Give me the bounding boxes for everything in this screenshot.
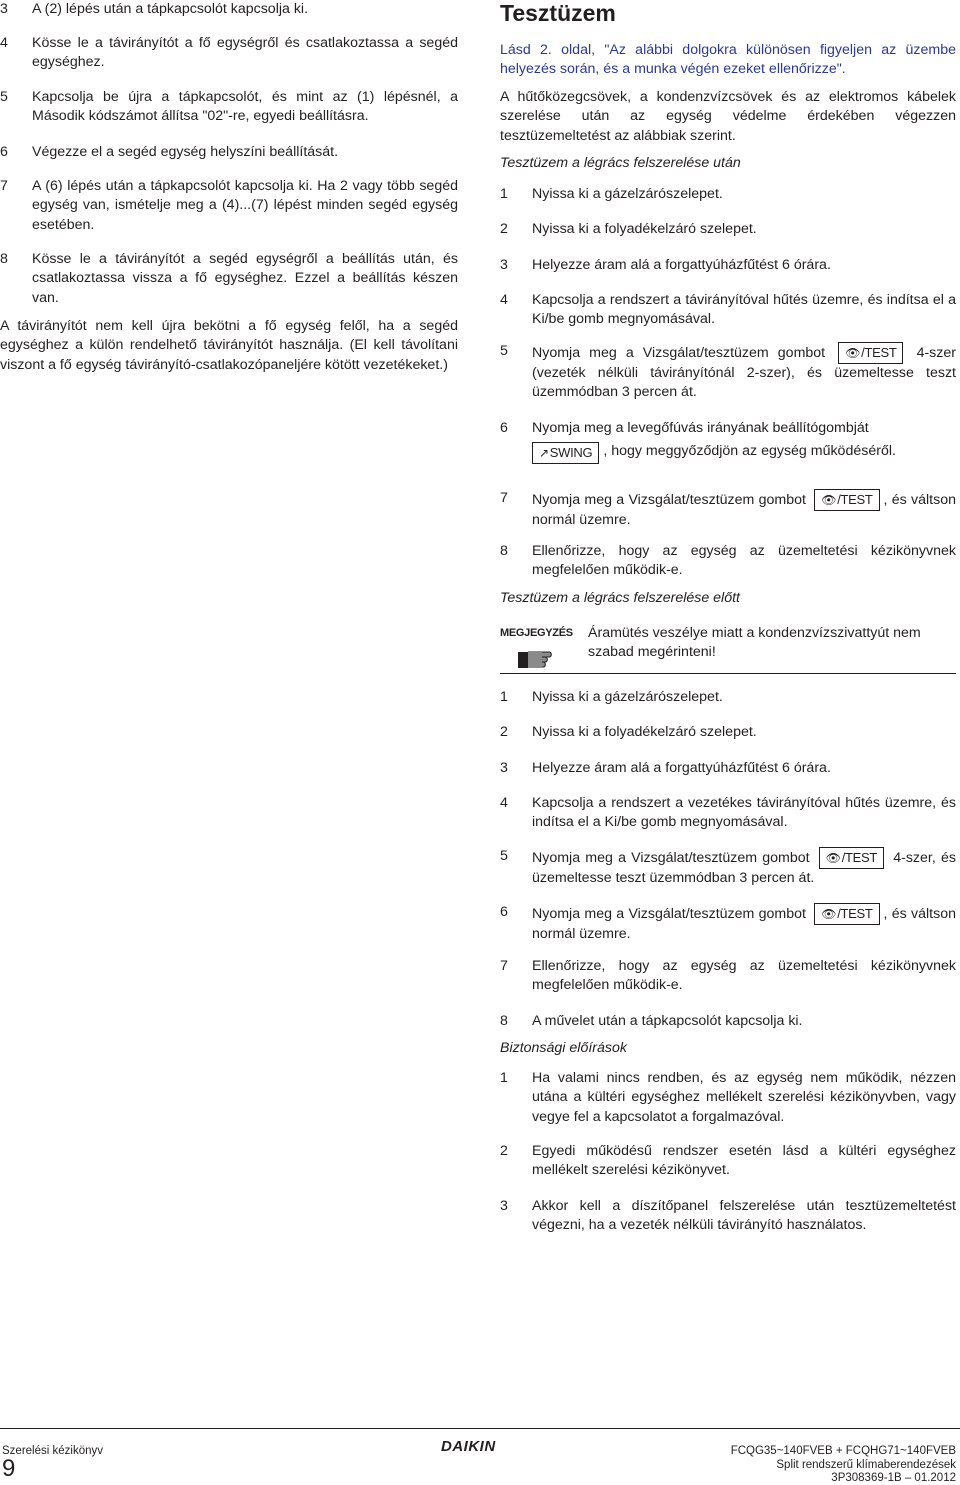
- step-number: 4: [500, 795, 508, 811]
- step-number: 8: [500, 543, 508, 559]
- test-button-label: /TEST: [841, 850, 878, 865]
- section-heading: Tesztüzem: [500, 0, 616, 26]
- step-a3: [500, 256, 956, 275]
- step-left-3: [0, 0, 458, 19]
- step-text: Kösse le a távirányítót a fő egységről és csatlakoztassa a segéd egységhez.: [32, 35, 458, 71]
- step-number: 2: [500, 221, 508, 237]
- step-text: [532, 489, 956, 530]
- footer-rule: [0, 1428, 960, 1429]
- step-text-pre: Nyomja meg a Vizsgálat/tesztüzem gombot: [532, 491, 806, 508]
- footer-subtitle: Split rendszerű klímaberendezések: [776, 1459, 956, 1471]
- louver-swing-icon: ↗: [539, 446, 549, 461]
- step-text-pre: Nyomja meg a levegőfúvás irányának beállítógombját: [532, 420, 869, 436]
- step-text: Ellenőrizze, hogy az egység az üzemeltetési kézikönyvnek megfelelően működik-e.: [532, 543, 956, 579]
- step-text-pre: Nyomja meg a Vizsgálat/tesztüzem gombot: [532, 344, 826, 361]
- step-text: Helyezze áram alá a forgattyúházfűtést 6 órára.: [532, 257, 831, 273]
- step-text-post: , és váltson normál üzemre.: [532, 905, 957, 942]
- note-box: [500, 624, 956, 676]
- step-text: Végezze el a segéd egység helyszíni beállítását.: [32, 144, 339, 160]
- footer-manual-title: Szerelési kézikönyv: [2, 1445, 103, 1457]
- step-number: 6: [500, 904, 508, 920]
- step-number: 3: [500, 1198, 508, 1214]
- step-number: 8: [0, 251, 8, 267]
- step-number: 6: [500, 420, 508, 436]
- step-c1: [500, 1069, 956, 1127]
- note-text: Áramütés veszélye miatt a kondenzvízszivattyút nem szabad megérinteni!: [588, 625, 921, 661]
- remote-note-paragraph: A távirányítót nem kell újra bekötni a fő egység felől, ha a segéd egységhez a külön rendelhető távirányítót használja. (El kell távolítani viszont a fő egység távirányító-csatlakozópaneljére kötött vezetékeket.): [0, 318, 458, 373]
- step-text: A (6) lépés után a tápkapcsolót kapcsolja ki. Ha 2 vagy több segéd egység van, ismételje meg a (4)...(7) lépést minden segéd egység esetében.: [32, 178, 458, 233]
- footer-doc-code: 3P308369-1B – 01.2012: [831, 1472, 956, 1484]
- step-text-post2: és üzemeltesse teszt üzemmódban 3 percen át.: [532, 849, 956, 886]
- hand-pointer-icon: [516, 646, 556, 672]
- test-button-label: /TEST: [837, 492, 873, 507]
- step-number: 8: [500, 1013, 508, 1029]
- step-a1: [500, 185, 956, 204]
- step-text: Nyissa ki a gázelzárószelepet.: [532, 186, 723, 202]
- protection-paragraph: A hűtőközegcsövek, a kondenzvízcsövek és az elektromos kábelek szerelése után az egység védelme érdekében végezzen tesztüzemeltetést az alábbiak szerint.: [500, 89, 956, 144]
- step-number: 7: [500, 958, 508, 974]
- note-label: MEGJEGYZÉS: [500, 627, 573, 639]
- step-a2: [500, 220, 956, 239]
- step-text-post: 4-szer,: [893, 849, 936, 866]
- step-left-7: [0, 177, 458, 235]
- test-button[interactable]: [814, 489, 879, 511]
- inspection-eye-icon: 👁: [825, 851, 841, 865]
- step-number: 6: [0, 144, 8, 160]
- step-left-8: [0, 250, 458, 308]
- step-number: 1: [500, 689, 508, 705]
- step-text: Nyissa ki a gázelzárószelepet.: [532, 689, 723, 705]
- swing-button[interactable]: [532, 442, 599, 464]
- swing-button-label: SWING: [549, 445, 593, 461]
- reference-link[interactable]: Lásd 2. oldal, "Az alábbi dolgokra különösen figyeljen az üzembe helyezés során, és a munka végén ezeket ellenőrizze".: [500, 42, 956, 78]
- step-text: Egyedi működésű rendszer esetén lásd a kültéri egységhez mellékelt szerelési kézikönyvet.: [532, 1143, 956, 1179]
- step-number: 3: [500, 760, 508, 776]
- step-number: 3: [500, 257, 508, 273]
- step-text: [532, 847, 956, 888]
- inspection-eye-icon: 👁: [821, 493, 837, 507]
- step-number: 5: [500, 343, 508, 359]
- step-text: Kapcsolja a rendszert a távirányítóval hűtés üzemre, és indítsa el a Ki/be gomb megnyomásával.: [532, 292, 956, 328]
- step-left-5: [0, 88, 458, 127]
- step-left-4: [0, 34, 458, 73]
- inspection-eye-icon: 👁: [821, 907, 837, 921]
- daikin-logo: DAIKIN: [441, 1438, 496, 1455]
- step-b4: [500, 794, 956, 833]
- subsection-title-safety: Biztonsági előírások: [500, 1040, 627, 1056]
- step-b5: [500, 847, 956, 888]
- step-text: Ellenőrizze, hogy az egység az üzemeltetési kézikönyvnek megfelelően működik-e.: [532, 958, 956, 994]
- step-b2: [500, 723, 956, 742]
- step-number: 7: [500, 490, 508, 506]
- step-a6: [500, 419, 956, 464]
- step-text-pre: Nyomja meg a Vizsgálat/tesztüzem gombot: [532, 905, 806, 922]
- step-text: [532, 903, 956, 944]
- step-b3: [500, 759, 956, 778]
- step-number: 3: [0, 1, 8, 17]
- step-number: 1: [500, 1070, 508, 1086]
- test-button-label: /TEST: [837, 906, 873, 921]
- step-text: Nyissa ki a folyadékelzáró szelepet.: [532, 724, 757, 740]
- step-number: 5: [0, 89, 8, 105]
- step-text: Kösse le a távirányítót a segéd egységről a beállítás után, és csatlakoztassa vissza a fő egységhez. Ezzel a beállítás készen van.: [32, 251, 458, 306]
- step-text-post: , és váltson normál üzemre.: [532, 491, 957, 528]
- step-text: Nyissa ki a folyadékelzáró szelepet.: [532, 221, 757, 237]
- test-button-label: /TEST: [861, 345, 897, 360]
- step-text: A művelet után a tápkapcsolót kapcsolja ki.: [532, 1013, 803, 1029]
- step-text: Ha valami nincs rendben, és az egység nem működik, nézzen utána a kültéri egységhez mellékelt szerelési kézikönyvben, vagy vegye fel a kapcsolatot a forgalmazóval.: [532, 1070, 956, 1125]
- test-button[interactable]: [819, 847, 884, 869]
- step-b1: [500, 688, 956, 707]
- step-number: 2: [500, 1143, 508, 1159]
- step-text: [532, 419, 956, 464]
- step-c2: [500, 1142, 956, 1181]
- step-number: 4: [500, 292, 508, 308]
- step-number: 4: [0, 35, 8, 51]
- step-text: A (2) lépés után a tápkapcsolót kapcsolja ki.: [32, 1, 309, 17]
- note-divider: [500, 673, 956, 674]
- test-button[interactable]: [838, 342, 903, 364]
- step-c3: [500, 1197, 956, 1236]
- inspection-eye-icon: 👁: [845, 346, 861, 360]
- step-a8: [500, 542, 956, 581]
- step-text-post: 4-szer (vezeték nélküli távirányítónál 2-szer), és üzemeltesse teszt üzemmódban 3 percen át.: [532, 344, 956, 401]
- step-number: 1: [500, 186, 508, 202]
- step-text: Akkor kell a díszítőpanel felszerelése után tesztüzemeltetést végezni, ha a vezeték nélküli távirányító használatos.: [532, 1198, 956, 1234]
- step-left-6: [0, 143, 458, 162]
- subsection-title-before-grille: Tesztüzem a légrács felszerelése előtt: [500, 590, 740, 606]
- step-text: [532, 342, 956, 403]
- step-number: 2: [500, 724, 508, 740]
- step-text-pre: Nyomja meg a Vizsgálat/tesztüzem gombot: [532, 849, 810, 866]
- page-number: 9: [2, 1455, 16, 1482]
- step-a5: [500, 342, 956, 403]
- step-b6: [500, 903, 956, 944]
- subsection-title-after-grille: Tesztüzem a légrács felszerelése után: [500, 155, 741, 171]
- step-a7: [500, 489, 956, 530]
- step-a4: [500, 291, 956, 330]
- step-b8: [500, 1012, 956, 1031]
- test-button[interactable]: [814, 903, 879, 925]
- step-number: 7: [0, 178, 8, 194]
- step-text: Helyezze áram alá a forgattyúházfűtést 6 órára.: [532, 760, 831, 776]
- step-text-post: , hogy meggyőződjön az egység működéséről.: [603, 443, 896, 460]
- step-b7: [500, 957, 956, 996]
- step-text: Kapcsolja be újra a tápkapcsolót, és mint az (1) lépésnél, a Második kódszámot állítsa "02"-re, egyedi beállításra.: [32, 89, 458, 125]
- step-number: 5: [500, 848, 508, 864]
- step-text: Kapcsolja a rendszert a vezetékes távirányítóval hűtés üzemre, és indítsa el a Ki/be gomb megnyomásával.: [532, 795, 956, 831]
- footer-model: FCQG35~140FVEB + FCQHG71~140FVEB: [730, 1445, 956, 1457]
